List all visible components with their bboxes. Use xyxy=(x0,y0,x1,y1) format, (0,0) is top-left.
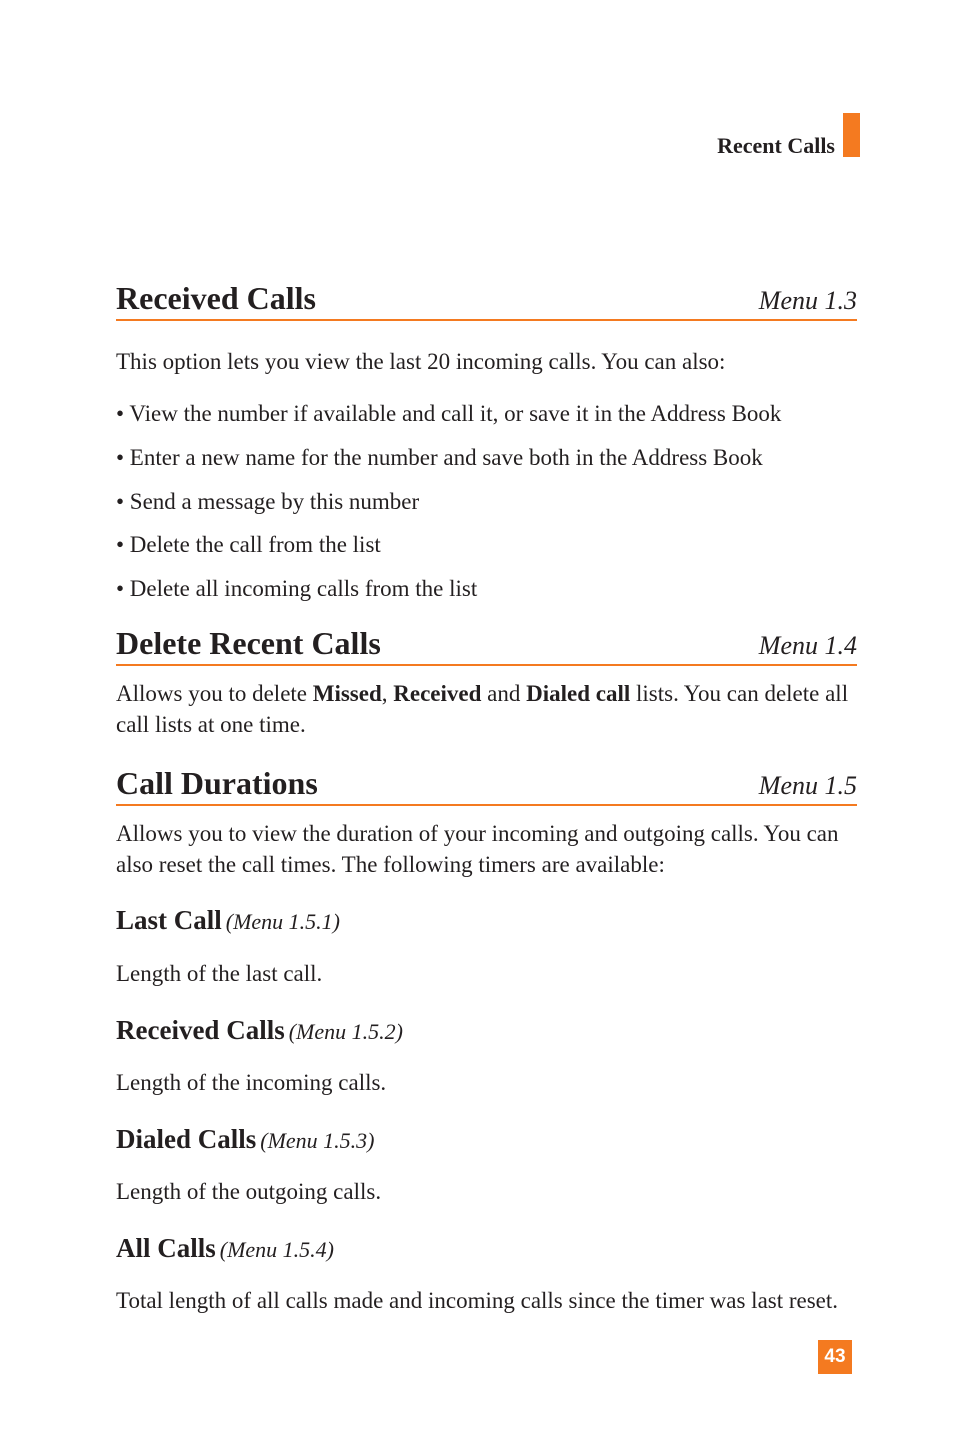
subsection-title: All Calls xyxy=(116,1233,216,1263)
page-number: 43 xyxy=(818,1340,852,1374)
subsection-desc: Length of the last call. xyxy=(116,961,323,986)
subsection-title: Received Calls xyxy=(116,1015,285,1045)
subsection-header-all-calls xyxy=(116,1232,334,1269)
section-menu-ref: Menu 1.4 xyxy=(758,631,857,660)
section-intro: This option lets you view the last 20 incoming calls. You can also: xyxy=(116,349,726,374)
list-item: • View the number if available and call it, or save it in the Address Book xyxy=(116,401,782,426)
section-header-received-calls xyxy=(116,280,857,321)
subsection-desc: Length of the incoming calls. xyxy=(116,1070,387,1095)
subsection-menu-ref: (Menu 1.5.3) xyxy=(260,1128,375,1153)
header-section-label: Recent Calls xyxy=(717,133,835,158)
body-text: , xyxy=(381,681,394,706)
subsection-menu-ref: (Menu 1.5.4) xyxy=(219,1237,335,1262)
list-item: • Delete all incoming calls from the list xyxy=(116,576,478,601)
body-text: Allows you to delete xyxy=(116,681,313,706)
subsection-header-dialed-calls xyxy=(116,1123,375,1160)
body-text: and xyxy=(481,681,527,706)
section-menu-ref: Menu 1.5 xyxy=(758,771,857,800)
section-header-call-durations xyxy=(116,765,857,806)
subsection-title: Last Call xyxy=(116,905,222,935)
section-title: Call Durations xyxy=(116,765,318,801)
body-text: lists. You can delete all call lists at one time. xyxy=(116,681,849,737)
subsection-header-received-calls xyxy=(116,1014,403,1051)
subsection-title: Dialed Calls xyxy=(116,1124,257,1154)
subsection-desc: Length of the outgoing calls. xyxy=(116,1179,382,1204)
subsection-desc: Total length of all calls made and incoming calls since the timer was last reset. xyxy=(116,1288,839,1313)
subsection-menu-ref: (Menu 1.5.2) xyxy=(288,1019,403,1044)
subsection-header-last-call xyxy=(116,904,340,941)
section-title: Received Calls xyxy=(116,280,316,316)
list-item: • Delete the call from the list xyxy=(116,532,381,557)
section-header-delete-recent-calls xyxy=(116,625,857,666)
list-item: • Send a message by this number xyxy=(116,489,420,514)
subsection-menu-ref: (Menu 1.5.1) xyxy=(225,909,341,934)
list-item: • Enter a new name for the number and save both in the Address Book xyxy=(116,445,763,470)
section-menu-ref: Menu 1.3 xyxy=(758,286,857,315)
bold-term-received: Received xyxy=(393,681,482,706)
section-body xyxy=(116,678,856,740)
section-intro: Allows you to view the duration of your incoming and outgoing calls. You can also reset the call times. The following timers are available: xyxy=(116,821,839,877)
section-title: Delete Recent Calls xyxy=(116,625,381,661)
bold-term-dialed-call: Dialed call xyxy=(526,681,631,706)
bold-term-missed: Missed xyxy=(312,681,382,706)
header-tab-marker xyxy=(843,113,860,157)
